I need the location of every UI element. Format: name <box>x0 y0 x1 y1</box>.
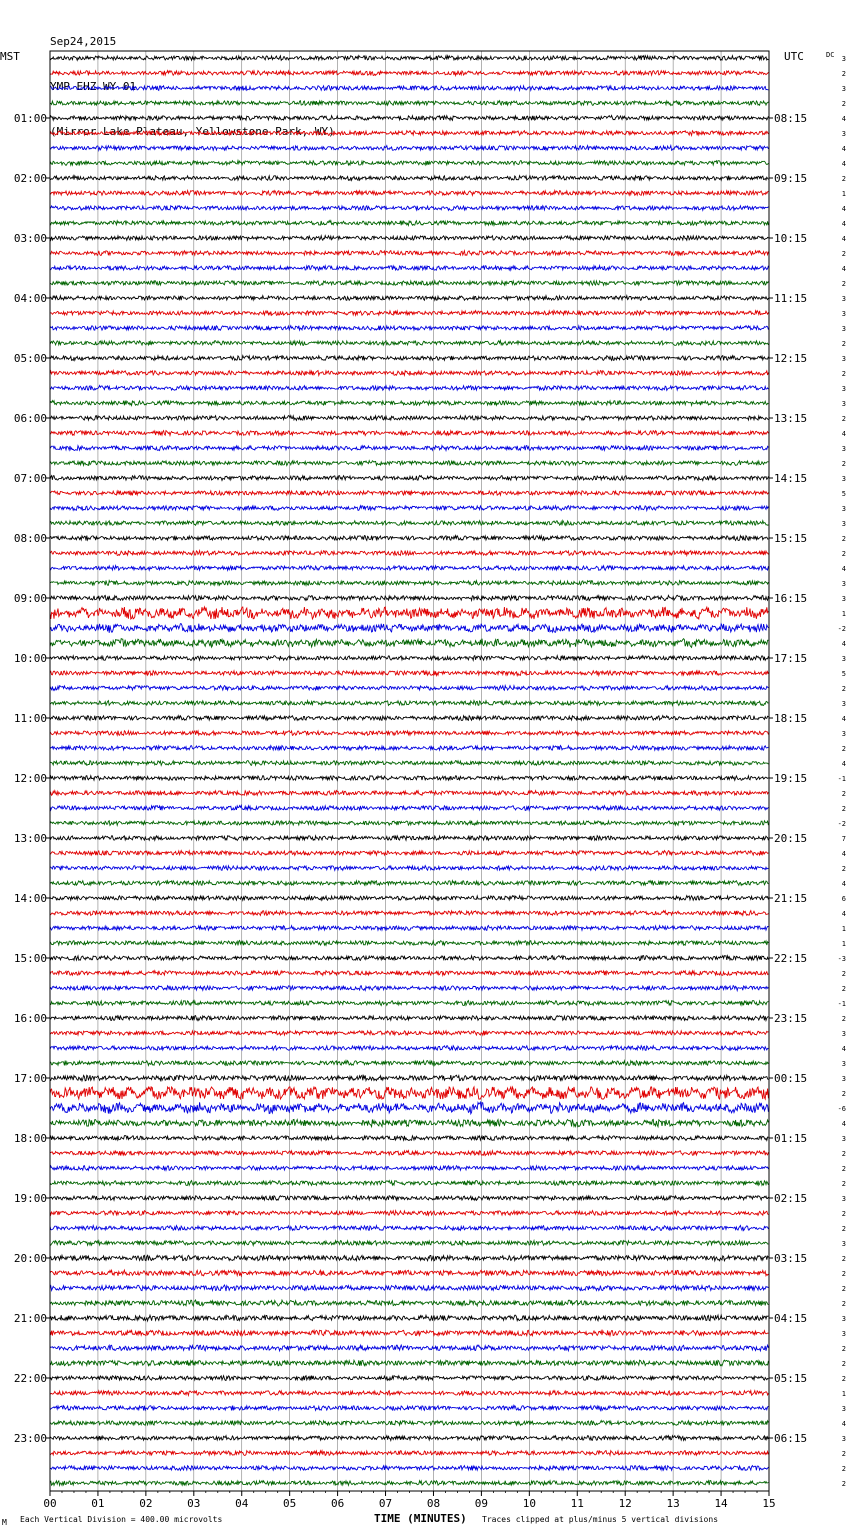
mst-hour-label: 04:00 <box>13 292 47 305</box>
dc-offset-label: 2 <box>841 1150 846 1158</box>
dc-offset-label: 5 <box>841 490 846 498</box>
dc-offset-label: 3 <box>841 385 846 393</box>
utc-hour-label: 22:15 <box>774 952 808 965</box>
dc-offset-label: 6 <box>841 895 846 903</box>
trace-line <box>50 1270 768 1276</box>
mst-hour-label: 05:00 <box>13 352 47 365</box>
trace-line <box>50 716 768 721</box>
dc-offset-label: 3 <box>841 1195 846 1203</box>
seismic-traces <box>50 56 768 1486</box>
trace-line <box>50 791 768 796</box>
trace-line <box>50 656 768 661</box>
dc-offset-label: 3 <box>841 310 846 318</box>
dc-offset-label: 1 <box>841 1390 846 1398</box>
dc-offset-label: 1 <box>841 610 846 618</box>
dc-offset-label: 4 <box>841 1420 846 1428</box>
trace-line <box>50 1211 768 1216</box>
mst-hour-label: 03:00 <box>13 232 47 245</box>
trace-line <box>50 1241 768 1246</box>
trace-line <box>50 236 768 241</box>
scale-note: Each Vertical Division = 400.00 microvolts <box>20 1515 223 1524</box>
x-tick-label: 12 <box>618 1497 632 1510</box>
trace-line <box>50 116 768 121</box>
mst-hour-label: 22:00 <box>13 1372 47 1385</box>
dc-offset-label: 2 <box>841 1225 846 1233</box>
dc-offset-label: 4 <box>841 1120 846 1128</box>
trace-line <box>50 56 768 61</box>
dc-offset-label: 2 <box>841 1090 846 1098</box>
trace-line <box>50 356 768 361</box>
mst-hour-label: 09:00 <box>13 592 47 605</box>
x-tick-label: 00 <box>43 1497 57 1510</box>
trace-line <box>50 1031 768 1036</box>
x-tick-label: 07 <box>378 1497 393 1510</box>
dc-offset-label: 4 <box>841 715 846 723</box>
dc-offset-label: 3 <box>841 85 846 93</box>
trace-line <box>50 1255 768 1261</box>
trace-line <box>50 551 768 556</box>
utc-hour-label: 05:15 <box>774 1372 808 1385</box>
dc-offset-label: 3 <box>841 1435 846 1443</box>
mst-hour-label: 08:00 <box>13 532 47 545</box>
dc-offset-label: 2 <box>841 250 846 258</box>
dc-offset-label: 3 <box>841 1030 846 1038</box>
utc-hour-label: 09:15 <box>774 172 808 185</box>
trace-line <box>50 1421 768 1426</box>
trace-line <box>50 851 768 856</box>
trace-line <box>50 191 768 196</box>
trace-line <box>50 1481 768 1486</box>
dc-offset-label: 1 <box>841 940 846 948</box>
trace-line <box>50 431 768 436</box>
dc-offset-label: 4 <box>841 640 846 648</box>
x-tick-label: 04 <box>235 1497 249 1510</box>
trace-line <box>50 896 768 901</box>
dc-offset-label: 2 <box>841 970 846 978</box>
dc-offset-label: 2 <box>841 1255 846 1263</box>
trace-line <box>50 1087 768 1099</box>
trace-line <box>50 266 768 271</box>
trace-line <box>50 446 768 451</box>
dc-offset-label: 2 <box>841 280 846 288</box>
trace-line <box>50 1330 768 1336</box>
trace-line <box>50 281 768 286</box>
trace-line <box>50 806 768 811</box>
dc-offset-label: -2 <box>837 625 846 633</box>
header-location: (Mirror Lake Plateau, Yellowstone Park, WY) <box>50 125 335 138</box>
utc-hour-label: 08:15 <box>774 112 808 125</box>
trace-line <box>50 971 768 976</box>
utc-hour-label: 23:15 <box>774 1012 808 1025</box>
mst-hour-label: 10:00 <box>13 652 47 665</box>
dc-offset-label: 3 <box>841 295 846 303</box>
dc-offset-label: 2 <box>841 550 846 558</box>
trace-line <box>50 1001 768 1006</box>
dc-offset-label: 3 <box>841 325 846 333</box>
trace-line <box>50 386 768 391</box>
dc-offset-label: 4 <box>841 850 846 858</box>
x-tick-label: 11 <box>570 1497 584 1510</box>
dc-offset-label: 3 <box>841 475 846 483</box>
trace-line <box>50 101 768 106</box>
trace-line <box>50 521 768 526</box>
trace-line <box>50 1166 768 1171</box>
trace-line <box>50 1345 768 1351</box>
dc-offset-label: 4 <box>841 430 846 438</box>
trace-line <box>50 624 768 633</box>
dc-offset-label: 3 <box>841 505 846 513</box>
dc-offset-label: 2 <box>841 790 846 798</box>
trace-line <box>50 1451 768 1456</box>
dc-offset-label: 4 <box>841 220 846 228</box>
trace-line <box>50 1151 768 1156</box>
x-tick-label: 01 <box>91 1497 105 1510</box>
trace-line <box>50 911 768 916</box>
dc-offset-label: 4 <box>841 880 846 888</box>
dc-offset-label: 2 <box>841 175 846 183</box>
dc-offset-label: 3 <box>841 700 846 708</box>
trace-line <box>50 986 768 991</box>
dc-offset-label: 2 <box>841 865 846 873</box>
trace-line <box>50 836 768 841</box>
dc-offset-label: 2 <box>841 805 846 813</box>
trace-line <box>50 1391 768 1396</box>
x-tick-label: 13 <box>666 1497 680 1510</box>
dc-offset-label: 4 <box>841 115 846 123</box>
mst-hour-label: 14:00 <box>13 892 47 905</box>
dc-offset-label: 1 <box>841 190 846 198</box>
dc-offset-label: 3 <box>841 1135 846 1143</box>
dc-offset-label: 4 <box>841 1045 846 1053</box>
dc-offset-label: 2 <box>841 1015 846 1023</box>
trace-line <box>50 251 768 256</box>
dc-offset-label: -6 <box>837 1105 846 1113</box>
dc-offset-label: 2 <box>841 370 846 378</box>
dc-offset-label: 3 <box>841 55 846 63</box>
dc-offset-label: -2 <box>837 820 846 828</box>
trace-line <box>50 746 768 751</box>
trace-line <box>50 131 768 136</box>
trace-line <box>50 581 768 586</box>
x-tick-label: 02 <box>139 1497 153 1510</box>
trace-line <box>50 461 768 466</box>
trace-line <box>50 371 768 376</box>
utc-hour-label: 15:15 <box>774 532 808 545</box>
utc-hour-label: 10:15 <box>774 232 808 245</box>
utc-hour-label: 14:15 <box>774 472 808 485</box>
utc-hour-label: 21:15 <box>774 892 808 905</box>
dc-offset-label: 4 <box>841 160 846 168</box>
trace-line <box>50 1466 768 1471</box>
dc-offset-label: 2 <box>841 1270 846 1278</box>
utc-hour-label: 04:15 <box>774 1312 808 1325</box>
trace-line <box>50 416 768 421</box>
dc-offset-label: 3 <box>841 355 846 363</box>
trace-line <box>50 1436 768 1441</box>
mst-hour-label: 17:00 <box>13 1072 47 1085</box>
utc-hour-label: 06:15 <box>774 1432 808 1445</box>
trace-line <box>50 671 768 676</box>
trace-line <box>50 866 768 871</box>
mst-hour-label: 18:00 <box>13 1132 47 1145</box>
trace-line <box>50 1181 768 1186</box>
trace-line <box>50 881 768 886</box>
dc-offset-label: 2 <box>841 1465 846 1473</box>
mst-hour-label: 13:00 <box>13 832 47 845</box>
dc-offset-label: 2 <box>841 1450 846 1458</box>
trace-line <box>50 221 768 226</box>
utc-hour-label: 16:15 <box>774 592 808 605</box>
dc-offset-label: 2 <box>841 745 846 753</box>
dc-offset-label: 2 <box>841 70 846 78</box>
dc-offset-label: 4 <box>841 760 846 768</box>
dc-offset-label: -1 <box>837 775 846 783</box>
trace-line <box>50 86 768 91</box>
trace-line <box>50 1016 768 1021</box>
trace-line <box>50 1376 768 1381</box>
dc-offset-label: 7 <box>841 835 846 843</box>
header-date: Sep24,2015 <box>50 35 117 48</box>
mst-hour-label: 21:00 <box>13 1312 47 1325</box>
trace-line <box>50 1406 768 1411</box>
mst-hour-label: 06:00 <box>13 412 47 425</box>
trace-line <box>50 401 768 406</box>
trace-line <box>50 161 768 166</box>
x-tick-label: 14 <box>714 1497 728 1510</box>
dc-offset-label: 4 <box>841 565 846 573</box>
dc-offset-label: 2 <box>841 1480 846 1488</box>
dc-offset-label: 4 <box>841 235 846 243</box>
dc-offset-label: 2 <box>841 685 846 693</box>
dc-offset-label: 3 <box>841 580 846 588</box>
trace-line <box>50 926 768 931</box>
x-tick-label: 05 <box>283 1497 297 1510</box>
mst-hour-label: 12:00 <box>13 772 47 785</box>
trace-line <box>50 1102 768 1114</box>
dc-offset-label: 2 <box>841 535 846 543</box>
trace-line <box>50 776 768 781</box>
trace-line <box>50 566 768 571</box>
mst-axis-label: MST <box>0 50 20 63</box>
dc-offset-label: 4 <box>841 145 846 153</box>
dc-offset-label: 3 <box>841 130 846 138</box>
mst-hour-label: 15:00 <box>13 952 47 965</box>
utc-hour-label: 00:15 <box>774 1072 808 1085</box>
plot-frame <box>50 51 769 1491</box>
trace-line <box>50 326 768 331</box>
trace-line <box>50 941 768 946</box>
utc-hour-label: 12:15 <box>774 352 808 365</box>
trace-line <box>50 1360 768 1366</box>
dc-offset-label: 2 <box>841 1165 846 1173</box>
trace-line <box>50 1119 768 1126</box>
trace-line <box>50 1196 768 1201</box>
trace-line <box>50 146 768 151</box>
mst-hour-label: 07:00 <box>13 472 47 485</box>
trace-line <box>50 1061 768 1066</box>
dc-offset-label: 4 <box>841 265 846 273</box>
dc-offset-label: 2 <box>841 1285 846 1293</box>
trace-line <box>50 1046 768 1051</box>
dc-offset-label: -1 <box>837 1000 846 1008</box>
utc-hour-label: 20:15 <box>774 832 808 845</box>
dc-offset-label: 3 <box>841 1330 846 1338</box>
dc-offset-label: 3 <box>841 520 846 528</box>
dc-offset-label: 3 <box>841 1060 846 1068</box>
trace-line <box>50 341 768 346</box>
x-tick-label: 09 <box>474 1497 489 1510</box>
dc-offset-label: 3 <box>841 1315 846 1323</box>
dc-offset-label: 2 <box>841 340 846 348</box>
dc-offset-label: 3 <box>841 400 846 408</box>
x-tick-label: 06 <box>330 1497 345 1510</box>
trace-line <box>50 686 768 691</box>
dc-offset-label: 4 <box>841 205 846 213</box>
trace-line <box>50 731 768 736</box>
dc-offset-label: 2 <box>841 100 846 108</box>
dc-offset-label: 2 <box>841 985 846 993</box>
x-tick-label: 08 <box>426 1497 441 1510</box>
trace-line <box>50 1285 768 1291</box>
trace-line <box>50 506 768 511</box>
dc-offset-label: 3 <box>841 595 846 603</box>
trace-line <box>50 476 768 481</box>
x-tick-label: 03 <box>187 1497 201 1510</box>
trace-line <box>50 607 768 619</box>
dc-offset-label: 3 <box>841 655 846 663</box>
utc-hour-label: 11:15 <box>774 292 808 305</box>
trace-line <box>50 311 768 316</box>
dc-offset-label: 2 <box>841 1180 846 1188</box>
trace-line <box>50 206 768 211</box>
trace-line <box>50 176 768 181</box>
corner-mark: M <box>2 1518 7 1527</box>
dc-offset-label: 2 <box>841 1375 846 1383</box>
mst-hour-label: 01:00 <box>13 112 47 125</box>
mst-hour-label: 02:00 <box>13 172 47 185</box>
dc-offset-label: 3 <box>841 445 846 453</box>
trace-line <box>50 1075 768 1081</box>
utc-hour-label: 13:15 <box>774 412 808 425</box>
trace-line <box>50 1136 768 1141</box>
dc-offset-label: 2 <box>841 415 846 423</box>
utc-axis-label: UTC <box>784 50 804 63</box>
header-station: YMP EHZ WY 01 <box>50 80 137 93</box>
x-tick-label: 15 <box>762 1497 776 1510</box>
x-axis-title: TIME (MINUTES) <box>374 1512 467 1525</box>
dc-offset-label: 2 <box>841 1300 846 1308</box>
trace-line <box>50 761 768 766</box>
mst-hour-label: 11:00 <box>13 712 47 725</box>
dc-offset-label: 3 <box>841 1075 846 1083</box>
utc-hour-label: 03:15 <box>774 1252 808 1265</box>
dc-offset-label: 3 <box>841 730 846 738</box>
trace-line <box>50 296 768 301</box>
dc-offset-label: 3 <box>841 1240 846 1248</box>
clip-note: Traces clipped at plus/minus 5 vertical divisions <box>482 1515 719 1524</box>
trace-line <box>50 595 768 600</box>
dc-offset-label: 2 <box>841 1345 846 1353</box>
dc-column-label: DC <box>826 51 835 59</box>
dc-offset-label: 3 <box>841 1405 846 1413</box>
trace-line <box>50 491 768 496</box>
mst-hour-label: 20:00 <box>13 1252 47 1265</box>
dc-offset-label: 2 <box>841 1360 846 1368</box>
dc-offset-label: 1 <box>841 925 846 933</box>
dc-offset-label: 5 <box>841 670 846 678</box>
dc-offset-label: 2 <box>841 460 846 468</box>
x-tick-label: 10 <box>522 1497 536 1510</box>
dc-offset-label: 2 <box>841 1210 846 1218</box>
trace-line <box>50 1300 768 1306</box>
utc-hour-label: 18:15 <box>774 712 808 725</box>
utc-hour-label: 01:15 <box>774 1132 808 1145</box>
trace-line <box>50 956 768 961</box>
utc-hour-label: 02:15 <box>774 1192 808 1205</box>
dc-offset-label: 4 <box>841 910 846 918</box>
trace-line <box>50 639 768 648</box>
utc-hour-label: 19:15 <box>774 772 808 785</box>
utc-hour-label: 17:15 <box>774 652 808 665</box>
trace-line <box>50 701 768 706</box>
trace-line <box>50 536 768 541</box>
mst-hour-label: 23:00 <box>13 1432 47 1445</box>
trace-line <box>50 821 768 826</box>
mst-hour-label: 16:00 <box>13 1012 47 1025</box>
trace-line <box>50 71 768 76</box>
trace-line <box>50 1226 768 1231</box>
mst-hour-label: 19:00 <box>13 1192 47 1205</box>
trace-line <box>50 1315 768 1321</box>
dc-offset-label: -3 <box>837 955 846 963</box>
